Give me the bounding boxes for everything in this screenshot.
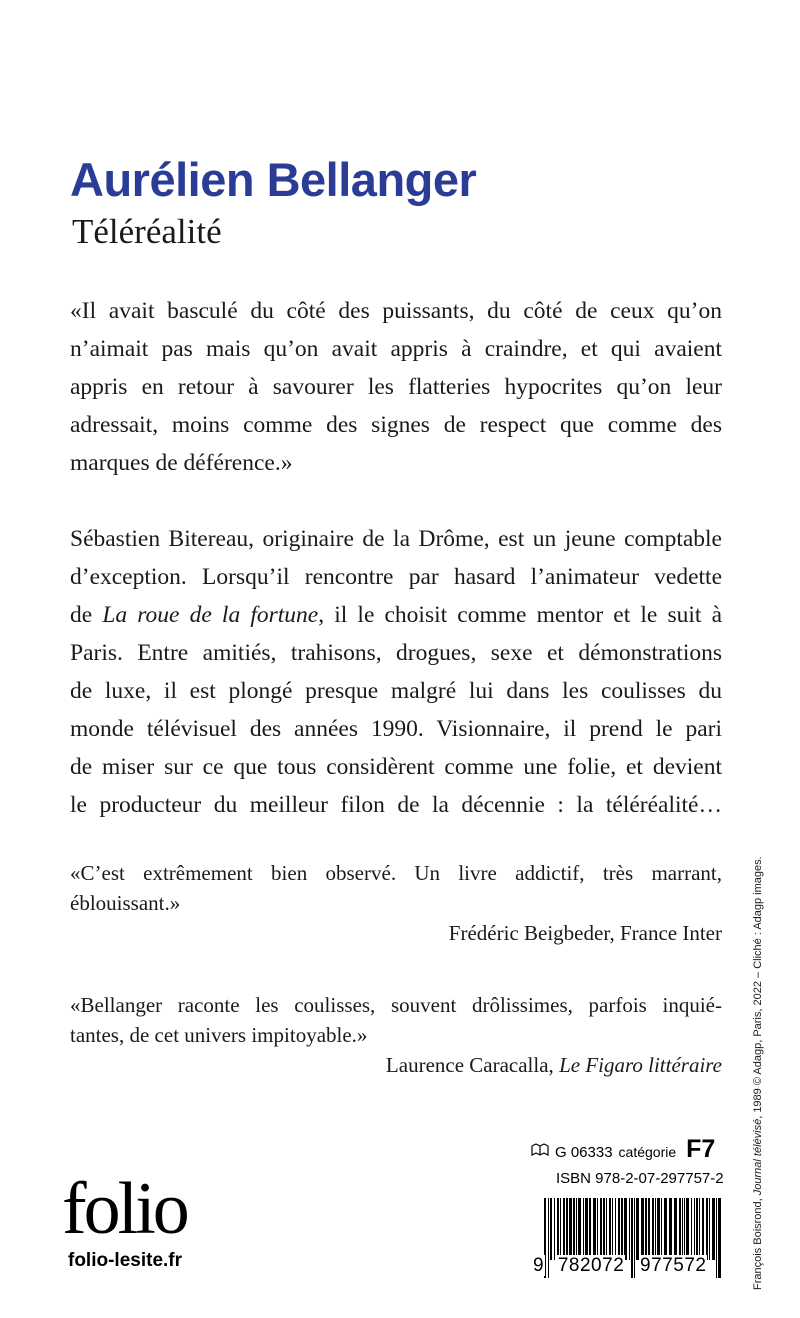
publication-name: Le Figaro littéraire: [559, 1053, 722, 1077]
barcode-bar: [612, 1198, 613, 1260]
barcode-bar: [657, 1198, 660, 1260]
barcode-bar: [669, 1198, 672, 1260]
barcode-bar: [696, 1198, 698, 1260]
review-caracalla: [70, 990, 722, 1080]
barcode-bar: [686, 1198, 689, 1260]
barcode-bar: [603, 1198, 605, 1260]
credit-rights: , 1989 © Adagp, Paris, 2022 – Cliché : Adagp images.: [752, 856, 764, 1119]
barcode-bar: [609, 1198, 611, 1260]
category-value: F7: [686, 1135, 716, 1163]
category-label: catégorie: [618, 1144, 677, 1160]
credit-artwork: Journal télévisé: [752, 1118, 764, 1196]
description-line: de miser sur ce que tous considèrent comme une folie, et devient: [70, 754, 722, 780]
review-byline: Frédéric Beigbeder, France Inter: [448, 921, 722, 945]
description-line: Paris. Entre amitiés, trahisons, drogues, sexe et démonstrations: [70, 640, 722, 666]
excerpt-quote: [70, 292, 722, 482]
barcode-bar: [706, 1198, 708, 1260]
product-code: G 06333: [555, 1144, 613, 1161]
description-line: de luxe, il est plongé presque malgré lui dans les coulisses du: [70, 678, 722, 704]
barcode-bar: [569, 1198, 572, 1260]
barcode-bar: [684, 1198, 685, 1260]
barcode-bar: [560, 1198, 561, 1260]
quote-line: marques de déférence.»: [70, 450, 293, 476]
review-line: éblouissant.»: [70, 891, 181, 915]
publisher-website[interactable]: folio-lesite.fr: [68, 1250, 183, 1271]
barcode-bar: [566, 1198, 568, 1260]
isbn: ISBN 978-2-07-297757-2: [556, 1170, 724, 1187]
book-description: [70, 520, 722, 824]
barcode-bar: [664, 1198, 667, 1260]
barcode-bar: [645, 1198, 647, 1260]
barcode-bar: [712, 1198, 715, 1260]
barcode-bar: [618, 1198, 620, 1260]
barcode-bar: [679, 1198, 681, 1260]
review-line: «Bellanger raconte les coulisses, souvent drôlissimes, parfois inquié-: [70, 993, 722, 1017]
book-title: Téléréalité: [72, 212, 222, 251]
barcode-bar: [576, 1198, 577, 1260]
barcode-bar: [597, 1198, 598, 1260]
barcode-bar: [691, 1198, 692, 1260]
barcode-digit-first: 9: [533, 1255, 545, 1276]
show-title: La roue de la fortune: [102, 602, 319, 628]
description-line: [70, 596, 722, 634]
barcode-bar: [585, 1198, 588, 1260]
barcode-bar: [629, 1198, 630, 1260]
description-line: monde télévisuel des années 1990. Visionnaire, il prend le pari: [70, 716, 722, 742]
barcode-bar: [655, 1198, 656, 1260]
barcode-bar: [578, 1198, 581, 1260]
barcode-digits: [532, 1255, 732, 1277]
description-line: le producteur du meilleur filon de la décennie : la téléréalité…: [70, 792, 722, 818]
barcode-bar: [550, 1198, 552, 1260]
books-icon: [531, 1143, 549, 1157]
quote-line: appris en retour à savourer les flatteries hypocrites qu’on leur: [70, 374, 722, 400]
barcode-bar: [694, 1198, 695, 1260]
barcode-bar: [648, 1198, 650, 1260]
barcode-bar: [589, 1198, 591, 1260]
barcode-bar: [573, 1198, 575, 1260]
barcode-bar: [641, 1198, 644, 1260]
barcode-bar: [709, 1198, 710, 1260]
credit-artist: François Boisrond,: [752, 1195, 764, 1290]
author-name: Aurélien Bellanger: [70, 153, 477, 206]
quote-line: n’aimait pas mais qu’on avait appris à craindre, et qui avaient: [70, 336, 722, 362]
quote-line: «Il avait basculé du côté des puissants, du côté de ceux qu’on: [70, 298, 722, 324]
barcode-bar: [636, 1198, 639, 1260]
barcode-bar: [615, 1198, 616, 1260]
barcode-digits-left: 782072: [557, 1255, 625, 1276]
barcode-bar: [674, 1198, 677, 1260]
folio-logo: folio: [62, 1168, 187, 1250]
barcode-bar: [557, 1198, 559, 1260]
quote-line: adressait, moins comme des signes de respect que comme des: [70, 412, 722, 438]
barcode-bar: [583, 1198, 584, 1260]
review-byline: [70, 1050, 722, 1080]
barcode-bar: [652, 1198, 654, 1260]
category-code: [531, 1135, 715, 1164]
description-line: Sébastien Bitereau, originaire de la Drôme, est un jeune comptable: [70, 526, 722, 552]
barcode-bar: [600, 1198, 602, 1260]
barcode-bar: [606, 1198, 607, 1260]
barcode-bar: [621, 1198, 623, 1260]
cover-credit: [752, 856, 764, 1290]
barcode-bar: [682, 1198, 683, 1260]
barcode-bar: [661, 1198, 662, 1260]
barcode-bar: [563, 1198, 565, 1260]
barcode-bar: [554, 1198, 555, 1260]
review-beigbeder: [70, 858, 722, 948]
description-line: d’exception. Lorsqu’il rencontre par hasard l’animateur vedette: [70, 564, 722, 590]
reviewer-name: Laurence Caracalla,: [385, 1053, 560, 1077]
review-line: «C’est extrêmement bien observé. Un livre addictif, très marrant,: [70, 861, 722, 885]
barcode-bar: [699, 1198, 700, 1260]
barcode-digits-right: 977572: [640, 1255, 707, 1276]
review-line: tantes, de cet univers impitoyable.»: [70, 1023, 368, 1047]
description-text: , il le choisit comme mentor et le suit à: [318, 602, 722, 628]
barcode-bar: [593, 1198, 596, 1260]
barcode-bar: [702, 1198, 704, 1260]
description-text: de: [70, 602, 103, 628]
barcode-bar: [624, 1198, 627, 1260]
